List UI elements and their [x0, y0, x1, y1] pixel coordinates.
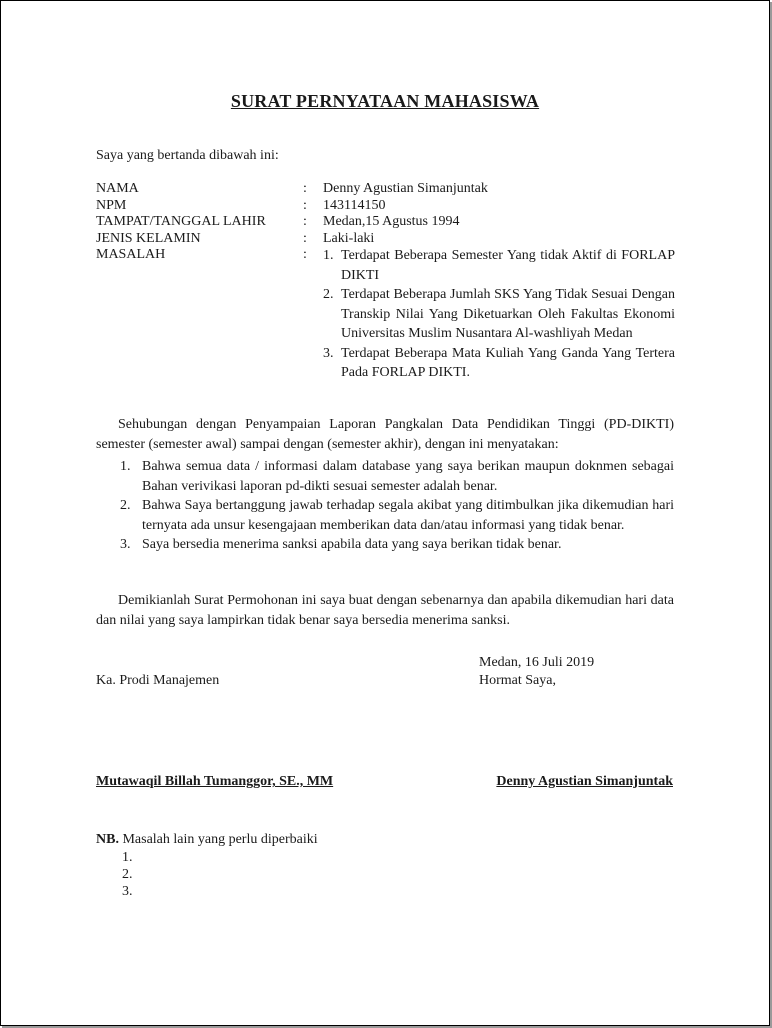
field-value: 143114150	[323, 197, 386, 213]
field-value: Denny Agustian Simanjuntak	[323, 181, 488, 196]
closing-paragraph: Demikianlah Surat Permohonan ini saya buat dengan sebenarnya dan apabila dikemudian hari data dan nilai yang saya lampirkan tidak benar saya bersedia menerima sanksi.	[96, 593, 674, 628]
masalah-item	[323, 285, 675, 344]
item-number: 1.	[323, 248, 334, 263]
field-label: MASALAH	[96, 247, 166, 262]
field-colon: :	[303, 214, 307, 229]
item-text: Terdapat Beberapa Semester Yang tidak Aktif di FORLAP DIKTI	[341, 248, 675, 283]
item-number: 1.	[120, 459, 131, 474]
masalah-list	[323, 246, 675, 383]
masalah-item	[323, 246, 675, 285]
field-colon: :	[303, 197, 307, 213]
nb-item: 2.	[122, 867, 133, 882]
item-text: Terdapat Beberapa Mata Kuliah Yang Ganda Yang Tertera Pada FORLAP DIKTI.	[341, 345, 675, 380]
nb-item: 3.	[122, 884, 133, 899]
statement-list	[96, 457, 674, 555]
statement-item	[96, 535, 674, 555]
statement-item	[96, 496, 674, 535]
item-number: 2.	[323, 287, 334, 302]
document-title: SURAT PERNYATAAN MAHASISWA	[230, 91, 540, 111]
item-text: Bahwa Saya bertanggung jawab terhadap segala akibat yang ditimbulkan jika dikemudian hari ternyata ada unsur kesengajaan memberikan data dan/atau informasi yang tidak benar.	[142, 498, 674, 533]
nb-label: NB.	[96, 832, 119, 847]
item-text: Saya bersedia menerima sanksi apabila data yang saya berikan tidak benar.	[142, 537, 562, 552]
item-text: Bahwa semua data / informasi dalam database yang saya berikan maupun doknmen sebagai Bahan verivikasi laporan pd-dikti sesuai semester adalah benar.	[142, 459, 674, 494]
right-signatory-name: Denny Agustian Simanjuntak	[496, 774, 673, 789]
left-signatory-role: Ka. Prodi Manajemen	[96, 673, 220, 688]
left-signatory-name: Mutawaqil Billah Tumanggor, SE., MM	[96, 774, 334, 789]
nb-list	[122, 849, 133, 900]
field-label: JENIS KELAMIN	[96, 230, 201, 246]
item-number: 3.	[120, 537, 131, 552]
right-signatory-role: Hormat Saya,	[479, 673, 556, 688]
item-number: 3.	[323, 345, 334, 361]
field-value: Laki-laki	[323, 230, 375, 246]
nb-item: 1.	[122, 850, 133, 865]
masalah-item	[323, 344, 675, 383]
item-text: Terdapat Beberapa Jumlah SKS Yang Tidak Sesuai Dengan Transkip Nilai Yang Diketuarkan Oleh Fakultas Ekonomi Universitas Muslim Nusantara Al-washliyah Medan	[341, 287, 675, 341]
statement-item	[96, 457, 674, 496]
field-colon: :	[303, 181, 307, 196]
field-colon: :	[303, 230, 307, 246]
nb-text: Masalah lain yang perlu diperbaiki	[122, 832, 318, 847]
field-value: Medan,15 Agustus 1994	[323, 214, 460, 229]
field-colon: :	[303, 247, 307, 262]
nb-note	[96, 830, 318, 850]
intro-text: Saya yang bertanda dibawah ini:	[96, 148, 279, 163]
field-label: NPM	[96, 197, 127, 213]
place-date: Medan, 16 Juli 2019	[479, 655, 595, 670]
statement-intro-paragraph: Sehubungan dengan Penyampaian Laporan Pangkalan Data Pendidikan Tinggi (PD-DIKTI) semester (semester awal) sampai dengan (semester akhir), dengan ini menyatakan:	[96, 417, 674, 452]
item-number: 2.	[120, 498, 131, 513]
field-label: NAMA	[96, 181, 139, 196]
field-label: TAMPAT/TANGGAL LAHIR	[96, 214, 266, 229]
